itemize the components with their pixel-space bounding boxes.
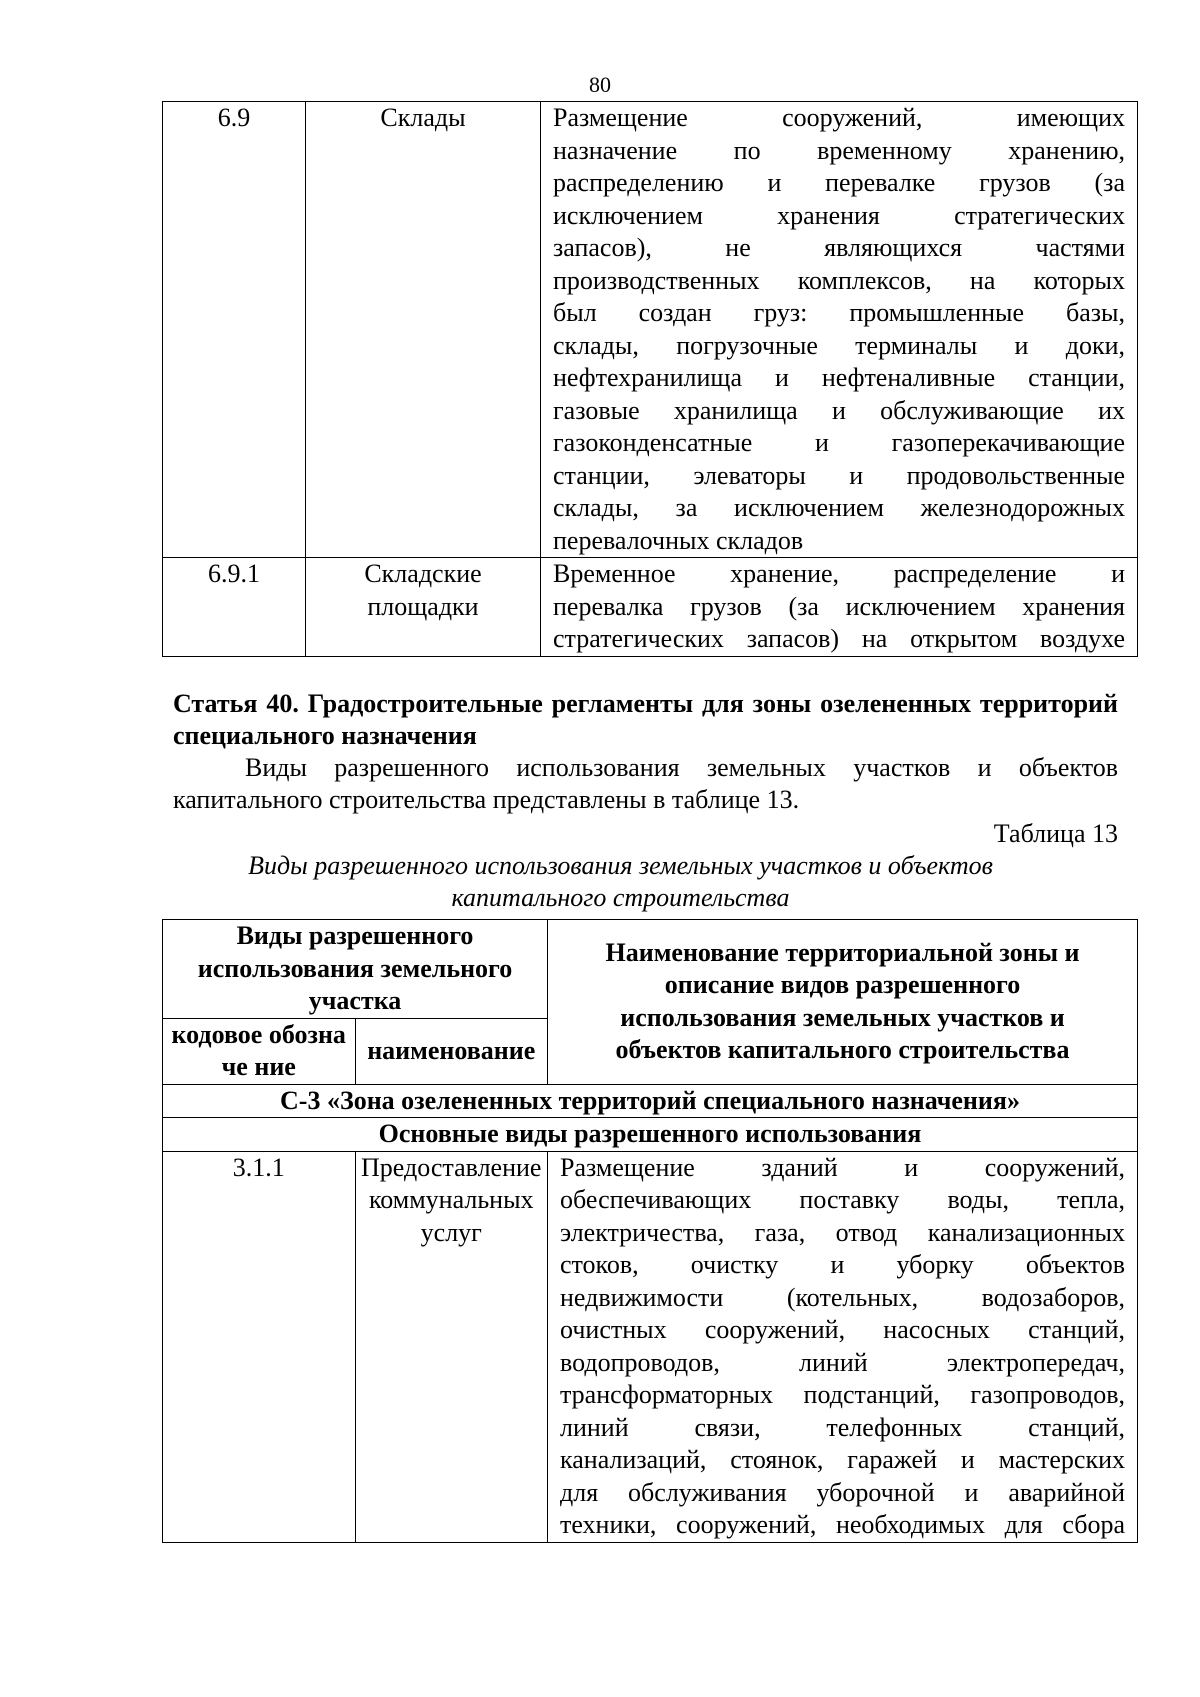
description-line: исключением хранения стратегических	[553, 200, 1125, 230]
table-row	[163, 102, 1138, 558]
description-line: запасов), не являющихся частями	[553, 233, 1125, 262]
cell-description	[541, 102, 1138, 558]
land-use-table-continued	[162, 101, 1138, 657]
table-caption	[173, 850, 1068, 914]
description-line: склады, за исключением железнодорожных	[553, 493, 1125, 522]
page-number: 80	[589, 72, 611, 97]
description-line: очистных сооружений, насосных станций,	[560, 1315, 1125, 1344]
description-line: стратегических запасов) на открытом воздухе	[553, 624, 1125, 653]
description-line: канализаций, стоянок, гаражей и мастерских	[560, 1445, 1125, 1474]
description-line: водопроводов, линий электропередач,	[560, 1347, 1125, 1377]
cell-code: 6.9.1	[163, 558, 306, 657]
table-label: Таблица 13	[993, 819, 1118, 848]
description-line: Размещение зданий и сооружений,	[560, 1152, 1125, 1182]
description-line: недвижимости (котельных, водозаборов,	[560, 1282, 1125, 1312]
description-line: станции, элеваторы и продовольственные	[553, 460, 1125, 490]
article-intro: Виды разрешенного использования земельных участков и объектов капитального строительства представлены в таблице 13.	[173, 753, 1118, 814]
cell-description	[548, 1151, 1138, 1542]
description-line: газовые хранилища и обслуживающие их	[553, 395, 1125, 425]
description-line: распределению и перевалке грузов (за	[553, 168, 1125, 197]
header-code: кодовое обозначе ние	[163, 1018, 356, 1084]
description-line: производственных комплексов, на которых	[553, 265, 1125, 295]
description-line: обеспечивающих поставку воды, тепла,	[560, 1185, 1125, 1214]
description-line: электричества, газа, отвод канализационных	[560, 1217, 1125, 1247]
cell-name: Предоставление коммунальных услуг	[355, 1151, 548, 1542]
zone-row: С-3 «Зона озелененных территорий специального назначения»	[163, 1084, 1138, 1118]
table-row	[163, 558, 1138, 657]
table-row	[163, 1151, 1138, 1542]
table-caption-line: Виды разрешенного использования земельных участков и объектов	[248, 851, 993, 880]
description-line: перевалочных складов	[553, 525, 804, 555]
cell-name: Складские площадки	[306, 558, 541, 657]
cell-code: 6.9	[163, 102, 306, 558]
description-line: для обслуживания уборочной и аварийной	[560, 1477, 1125, 1507]
description-line: назначение по временному хранению,	[553, 135, 1125, 165]
article-section	[173, 688, 1118, 914]
section-row: Основные виды разрешенного использования	[163, 1118, 1138, 1152]
description-line: линий связи, телефонных станций,	[560, 1412, 1125, 1442]
description-line: Временное хранение, распределение и	[553, 559, 1125, 588]
table-caption-line: капитального строительства	[451, 883, 790, 912]
description-line: трансформаторных подстанций, газопроводов,	[560, 1380, 1125, 1409]
article-title: Статья 40. Градостроительные регламенты для зоны озелененных территорий специального назначения	[173, 689, 1118, 750]
description-line: стоков, очистку и уборку объектов	[560, 1250, 1125, 1279]
cell-name: Склады	[306, 102, 541, 558]
cell-code: 3.1.1	[163, 1151, 356, 1542]
description-line: нефтехранилища и нефтеналивные станции,	[553, 363, 1125, 392]
description-line: техники, сооружений, необходимых для сбора	[560, 1510, 1125, 1539]
header-description: Наименование территориальной зоны и описание видов разрешенного использования земельных участков и объектов капитального строительства	[548, 920, 1138, 1085]
header-name: наименование	[355, 1018, 548, 1084]
description-line: газоконденсатные и газоперекачивающие	[553, 428, 1125, 457]
land-use-table-13	[162, 919, 1138, 1543]
description-line: был создан груз: промышленные базы,	[553, 298, 1125, 327]
description-line: Размещение сооружений, имеющих	[553, 103, 1125, 132]
description-line: перевалка грузов (за исключением хранения	[553, 591, 1125, 621]
header-group: Виды разрешенного использования земельного участка	[163, 920, 548, 1019]
cell-description	[541, 558, 1138, 657]
description-line: склады, погрузочные терминалы и доки,	[553, 330, 1125, 360]
